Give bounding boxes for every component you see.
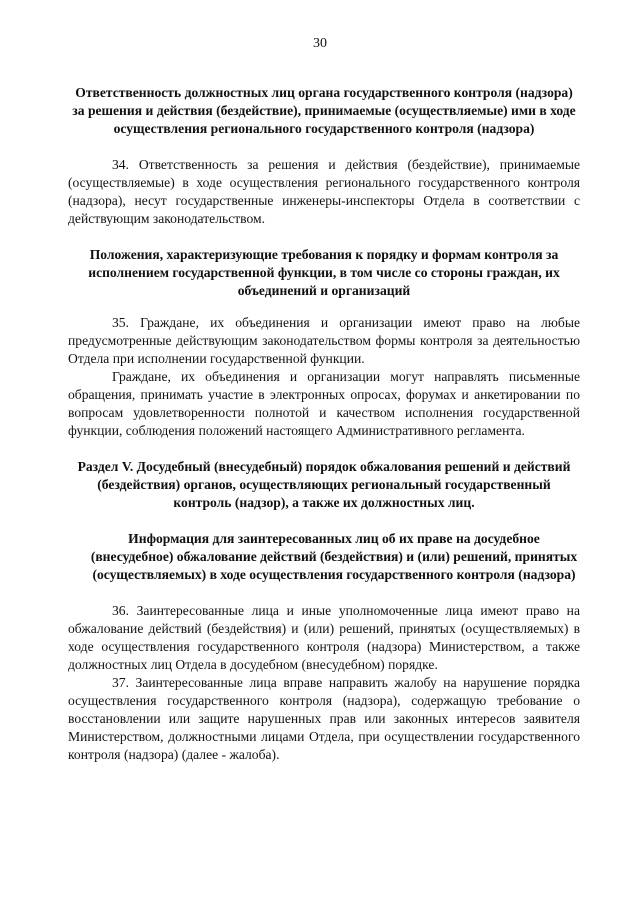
page-number: 30 (313, 36, 327, 51)
paragraph-35-continued: Граждане, их объединения и организации могут направлять письменные обращения, принимать участие в электронных опросах, форумах и анкетировании по вопросам удовлетворенности полнотой и качеством исполнения государственной функции, соблюдения положений настоящего Административного регламента. (68, 369, 580, 438)
page-content (68, 84, 580, 764)
heading-officials-responsibility: Ответственность должностных лиц органа государственного контроля (надзора) за решения и действия (бездействие), принимаемые (осуществляемые) ими в ходе осуществления регионального государственного контроля (надзора) (72, 85, 576, 136)
paragraph-35: 35. Граждане, их объединения и организации имеют право на любые предусмотренные действующим законодательством формы контроля за деятельностью Отдела при исполнении государственной функции. (68, 315, 580, 366)
heading-section-v: Раздел V. Досудебный (внесудебный) порядок обжалования решений и действий (бездействия) органов, осуществляющих региональный государственный контроль (надзор), а также их должностных лиц. (77, 459, 571, 510)
heading-control-requirements: Положения, характеризующие требования к порядку и формам контроля за исполнением государственной функции, в том числе со стороны граждан, их объединений и организаций (88, 247, 560, 298)
heading-appeal-information: Информация для заинтересованных лиц об их праве на досудебное (внесудебное) обжалование действий (бездействия) и (или) решений, принятых (осуществляемых) в ходе осуществления государственного контроля (надзора) (90, 531, 578, 582)
paragraph-34: 34. Ответственность за решения и действия (бездействие), принимаемые (осуществляемые) в ходе осуществления регионального государственного контроля (надзора), несут государственные инженеры-инспекторы Отдела в соответствии с действующим законодательством. (68, 157, 580, 226)
paragraph-36: 36. Заинтересованные лица и иные уполномоченные лица имеют право на обжалование действий (бездействия) и (или) решений, принятых (осуществляемых) в ходе осуществления государственного контроля (надзора) Министерством, а также должностных лиц Отдела в досудебном (внесудебном) порядке. (68, 603, 580, 672)
paragraph-37: 37. Заинтересованные лица вправе направить жалобу на нарушение порядка осуществления государственного контроля (надзора), содержащую требование о восстановлении или защите нарушенных прав или законных интересов заявителя Министерством, должностными лицами Отдела, при осуществлении государственного контроля (надзора) (далее - жалоба). (68, 675, 580, 762)
